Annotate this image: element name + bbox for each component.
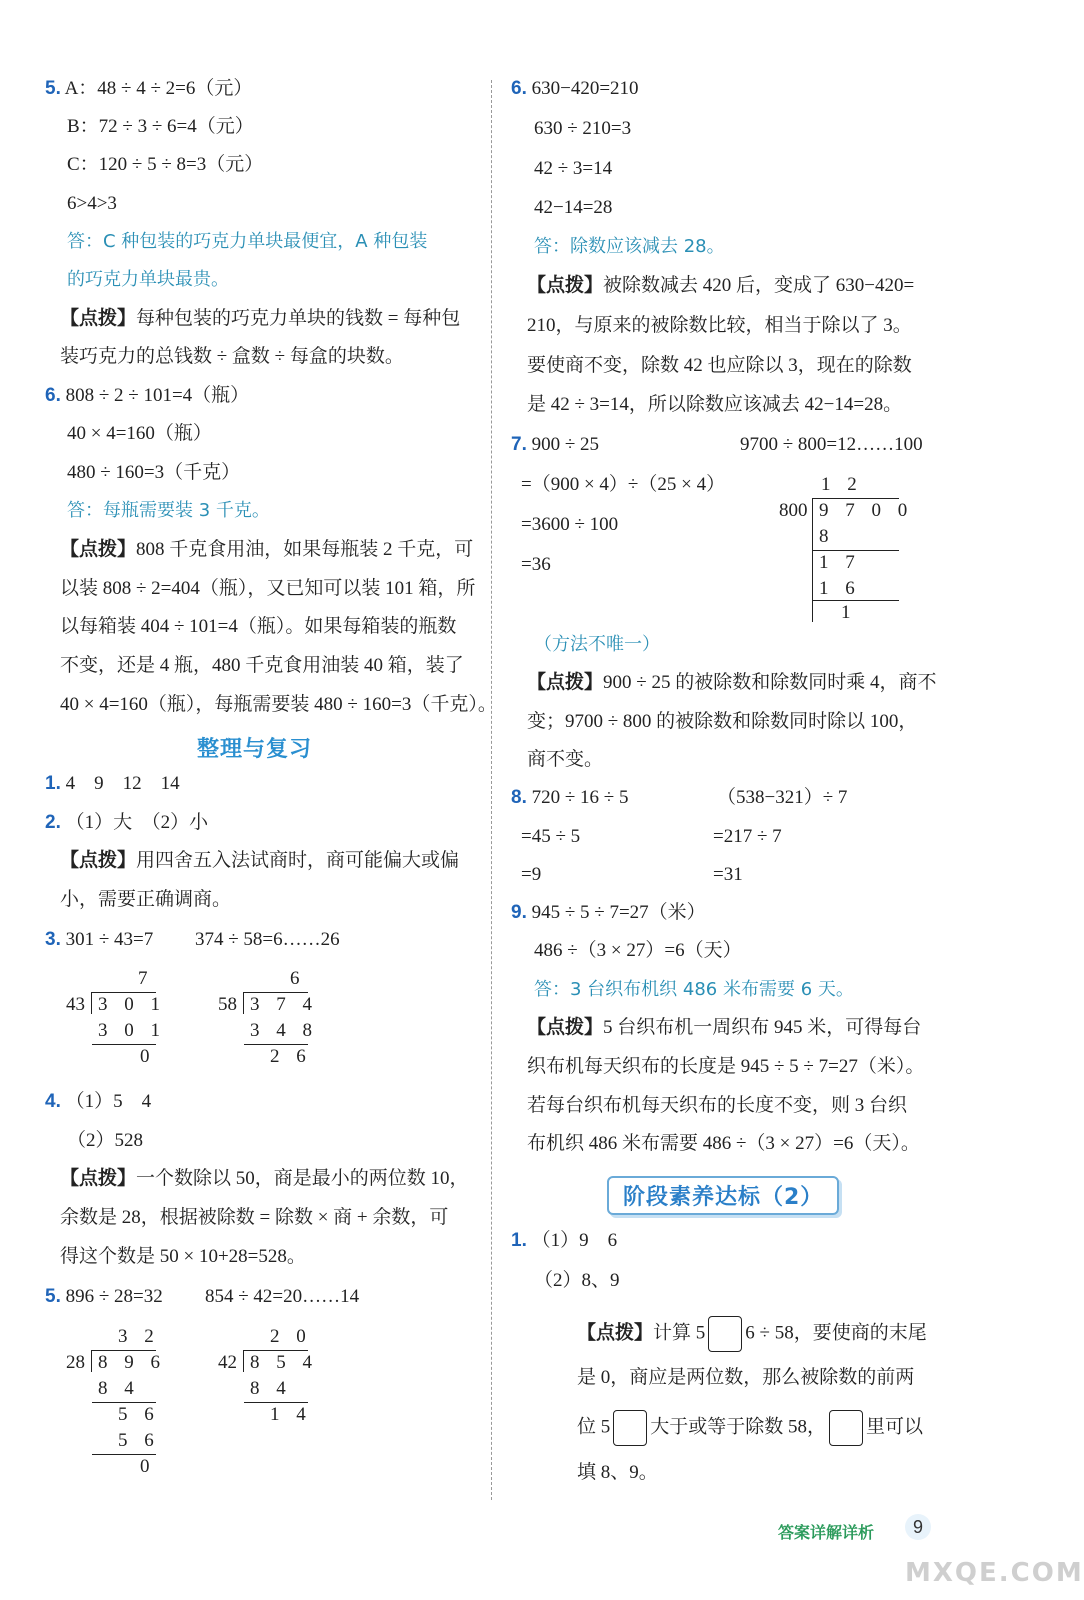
- q9-tip-line3: 若每台织布机每天织布的长度不变，则 3 台织: [527, 1095, 908, 1116]
- tip-tag: 【点拨】: [527, 275, 604, 296]
- tip-text: 被除数减去 420 后，变成了 630−420=: [603, 275, 915, 296]
- review-q1: [45, 771, 180, 797]
- quotient: 7: [138, 968, 154, 989]
- tip-tag: 【点拨】: [60, 308, 137, 329]
- tip-text: 900 ÷ 25 的被除数和除数同时乘 4，商不: [603, 672, 937, 693]
- quotient: 2 0: [270, 1326, 312, 1347]
- section-title: 整理与复习: [197, 737, 313, 762]
- footer-label: 答案详解详析: [778, 1523, 875, 1542]
- long-division: [66, 1326, 166, 1486]
- q9-line2: 486 ÷（3 × 27）=6（天）: [534, 940, 742, 961]
- long-division: [218, 968, 318, 1078]
- q7-line4: =36: [521, 554, 551, 575]
- review-q5: [45, 1284, 163, 1310]
- page-number: 9: [905, 1514, 931, 1540]
- blank-box: [613, 1410, 647, 1446]
- q9-tip-line2: 织布机每天织布的长度是 945 ÷ 5 ÷ 7=27（米）。: [527, 1056, 925, 1077]
- subtrahend: 1 6: [819, 578, 861, 599]
- partial-dividend: 5 6: [118, 1404, 160, 1425]
- question-number: 5.: [45, 78, 61, 99]
- tip-tag: 【点拨】: [60, 850, 137, 871]
- watermark-text: MXQE.COM: [905, 1558, 1084, 1588]
- answer-text: 4 9 12 14: [65, 773, 180, 794]
- stage-q1-line1: [511, 1228, 617, 1254]
- divisor: 28: [66, 1352, 85, 1373]
- q5-tip-line2: 装巧克力的总钱数 ÷ 盒数 ÷ 每盒的块数。: [60, 346, 404, 367]
- equation: 630−420=210: [531, 78, 639, 99]
- remainder: 0: [140, 1046, 156, 1067]
- tip-tag: 【点拨】: [60, 1168, 137, 1189]
- stage-q1-line2: （2）8、9: [534, 1270, 620, 1291]
- tip-text: 大于或等于除数 58，: [650, 1416, 827, 1438]
- review-q4-line1: [45, 1089, 151, 1115]
- q6-tip-line5: 40 × 4=160（瓶），每瓶需要装 480 ÷ 160=3（千克）。: [60, 694, 497, 715]
- q5-answer-line2: 的巧克力单块最贵。: [67, 269, 229, 290]
- dividend: 3 0 1: [98, 994, 166, 1015]
- q7-line1: [511, 432, 599, 458]
- q8-a-line3: =9: [521, 864, 542, 885]
- q6-tip-line2: 以装 808 ÷ 2=404（瓶），又已知可以装 101 箱，所: [60, 578, 476, 599]
- q8-a-line2: =45 ÷ 5: [521, 826, 581, 847]
- question-number: 6.: [511, 78, 527, 99]
- q5-tip-line1: [60, 306, 460, 332]
- answer-text: （1）大 （2）小: [65, 812, 209, 833]
- q6-tip-line4: 不变，还是 4 瓶，480 千克食用油装 40 箱，装了: [60, 655, 464, 676]
- q7-line2: =（900 × 4）÷（25 × 4）: [521, 474, 726, 495]
- long-division: [779, 474, 914, 624]
- quotient: 1 2: [821, 474, 863, 495]
- tip-text: 一个数除以 50，商是最小的两位数 10，: [136, 1168, 469, 1189]
- q6-line3: 480 ÷ 160=3（千克）: [67, 462, 241, 483]
- tip-text: 计算 5: [653, 1322, 706, 1344]
- q7-line3: =3600 ÷ 100: [521, 514, 619, 535]
- question-number: 3.: [45, 929, 61, 950]
- q9-tip-line4: 布机织 486 米布需要 486 ÷（3 × 27）=6（天）。: [527, 1133, 920, 1154]
- question-number: 1.: [511, 1230, 527, 1251]
- tip-text: 里可以: [866, 1416, 924, 1438]
- quotient: 6: [290, 968, 306, 989]
- tip-tag: 【点拨】: [527, 1017, 604, 1038]
- equation: 945 ÷ 5 ÷ 7=27（米）: [531, 902, 706, 923]
- q6-tip-line3: 要使商不变，除数 42 也应除以 3，现在的除数: [527, 355, 912, 376]
- tip-text: 位 5: [577, 1416, 611, 1438]
- tip-text: 808 千克食用油，如果每瓶装 2 千克，可: [136, 539, 474, 560]
- question-number: 6.: [45, 385, 61, 406]
- divisor: 43: [66, 994, 85, 1015]
- q5-line2: B：72 ÷ 3 ÷ 6=4（元）: [67, 116, 254, 137]
- review-q2-tip-line1: [60, 848, 459, 874]
- remainder: 1: [841, 602, 857, 623]
- equation: A：48 ÷ 4 ÷ 2=6（元）: [64, 78, 253, 99]
- stage-q1-tip-line2: 是 0，商应是两位数，那么被除数的前两: [577, 1367, 915, 1388]
- q8-a-line1: [511, 785, 628, 811]
- q7-tip-line3: 商不变。: [527, 749, 604, 770]
- tip-text: 6 ÷ 58，要使商的末尾: [745, 1322, 927, 1344]
- blank-box: [708, 1316, 742, 1352]
- question-number: 7.: [511, 434, 527, 455]
- q6-tip-line3: 以每箱装 404 ÷ 101=4（瓶）。如果每箱装的瓶数: [60, 616, 457, 637]
- review-q5-eq2: 854 ÷ 42=20……14: [205, 1286, 360, 1307]
- q5-line3: C：120 ÷ 5 ÷ 8=3（元）: [67, 154, 264, 175]
- q6-tip-line4: 是 42 ÷ 3=14，所以除数应该减去 42−14=28。: [527, 394, 903, 415]
- tip-tag: 【点拨】: [527, 672, 604, 693]
- q6-answer: 答：每瓶需要装 3 千克。: [67, 500, 270, 521]
- q7-tip-line2: 变；9700 ÷ 800 的被除数和除数同时除以 100，: [527, 711, 918, 732]
- stage-q1-tip-line4: 填 8、9。: [577, 1462, 658, 1483]
- q6-line2: 630 ÷ 210=3: [534, 118, 632, 139]
- review-q2: [45, 810, 208, 836]
- tip-tag: 【点拨】: [60, 539, 137, 560]
- question-number: 2.: [45, 812, 61, 833]
- question-number: 1.: [45, 773, 61, 794]
- q8-b-line2: =217 ÷ 7: [713, 826, 782, 847]
- equation: 720 ÷ 16 ÷ 5: [531, 787, 629, 808]
- question-number: 4.: [45, 1091, 61, 1112]
- dividend: 3 7 4: [250, 994, 318, 1015]
- review-q2-tip-line2: 小，需要正确调商。: [60, 889, 232, 910]
- q7-eq2: 9700 ÷ 800=12……100: [740, 434, 923, 455]
- stage-q1-tip-line1: [577, 1316, 927, 1352]
- question-number: 5.: [45, 1286, 61, 1307]
- q8-b-line1: （538−321）÷ 7: [717, 787, 848, 808]
- answer-text: （1）9 6: [531, 1230, 618, 1251]
- q6-line2: 40 × 4=160（瓶）: [67, 423, 212, 444]
- q6-line1: [45, 383, 249, 409]
- tip-tag: 【点拨】: [577, 1322, 654, 1344]
- q6-tip-line1: [60, 537, 473, 563]
- remainder: 1 4: [270, 1404, 312, 1425]
- divisor: 800: [779, 500, 808, 521]
- q6-tip-line1: [527, 273, 914, 299]
- equation: 896 ÷ 28=32: [65, 1286, 163, 1307]
- q6-answer: 答：除数应该减去 28。: [534, 236, 725, 257]
- q7-tip-line1: [527, 670, 936, 696]
- q9-tip-line1: [527, 1015, 921, 1041]
- question-number: 9.: [511, 902, 527, 923]
- q5-line4: 6>4>3: [67, 193, 117, 214]
- stage-section-title: 阶段素养达标（2）: [607, 1176, 839, 1215]
- review-q3: [45, 927, 153, 953]
- review-q3-eq2: 374 ÷ 58=6……26: [195, 929, 340, 950]
- subtrahend: 3 4 8: [250, 1020, 318, 1041]
- tip-text: 用四舍五入法试商时，商可能偏大或偏: [136, 850, 460, 871]
- partial-dividend: 1 7: [819, 552, 861, 573]
- review-q4-tip-line3: 得这个数是 50 × 10+28=528。: [60, 1246, 306, 1267]
- subtrahend: 8: [819, 526, 835, 547]
- question-number: 8.: [511, 787, 527, 808]
- q6-line3: 42 ÷ 3=14: [534, 158, 613, 179]
- q9-line1: [511, 900, 706, 926]
- dividend: 8 5 4: [250, 1352, 318, 1373]
- tip-text: 5 台织布机一周织布 945 米，可得每台: [603, 1017, 922, 1038]
- long-division: [66, 968, 166, 1078]
- q7-note: （方法不唯一）: [534, 634, 660, 655]
- stage-q1-tip-line3: [577, 1410, 923, 1446]
- dividend: 9 7 0 0: [819, 500, 914, 521]
- q6-tip-line2: 210，与原来的被除数比较，相当于除以了 3。: [527, 315, 912, 336]
- subtrahend: 8 4: [98, 1378, 140, 1399]
- q6-line1: [511, 76, 639, 102]
- review-q4-line2: （2）528: [67, 1130, 144, 1151]
- q8-b-line3: =31: [713, 864, 743, 885]
- subtrahend: 8 4: [250, 1378, 292, 1399]
- subtrahend: 5 6: [118, 1430, 160, 1451]
- q6-line4: 42−14=28: [534, 197, 613, 218]
- review-q4-tip-line2: 余数是 28，根据被除数 = 除数 × 商 + 余数，可: [60, 1207, 449, 1228]
- q5-line1: [45, 76, 252, 102]
- subtrahend: 3 0 1: [98, 1020, 166, 1041]
- answer-text: （1）5 4: [65, 1091, 152, 1112]
- equation: 808 ÷ 2 ÷ 101=4（瓶）: [65, 385, 250, 406]
- blank-box: [829, 1410, 863, 1446]
- dividend: 8 9 6: [98, 1352, 166, 1373]
- equation: 900 ÷ 25: [531, 434, 600, 455]
- q5-answer-line1: 答：C 种包装的巧克力单块最便宜，A 种包装: [67, 231, 428, 252]
- remainder: 0: [140, 1456, 156, 1477]
- equation: 301 ÷ 43=7: [65, 929, 154, 950]
- remainder: 2 6: [270, 1046, 312, 1067]
- q9-answer: 答：3 台织布机织 486 米布需要 6 天。: [534, 979, 854, 1000]
- tip-text: 每种包装的巧克力单块的钱数 = 每种包: [136, 308, 461, 329]
- long-division: [218, 1326, 318, 1436]
- divisor: 42: [218, 1352, 237, 1373]
- divisor: 58: [218, 994, 237, 1015]
- column-divider: [491, 80, 492, 1500]
- review-q4-tip-line1: [60, 1166, 469, 1192]
- quotient: 3 2: [118, 1326, 160, 1347]
